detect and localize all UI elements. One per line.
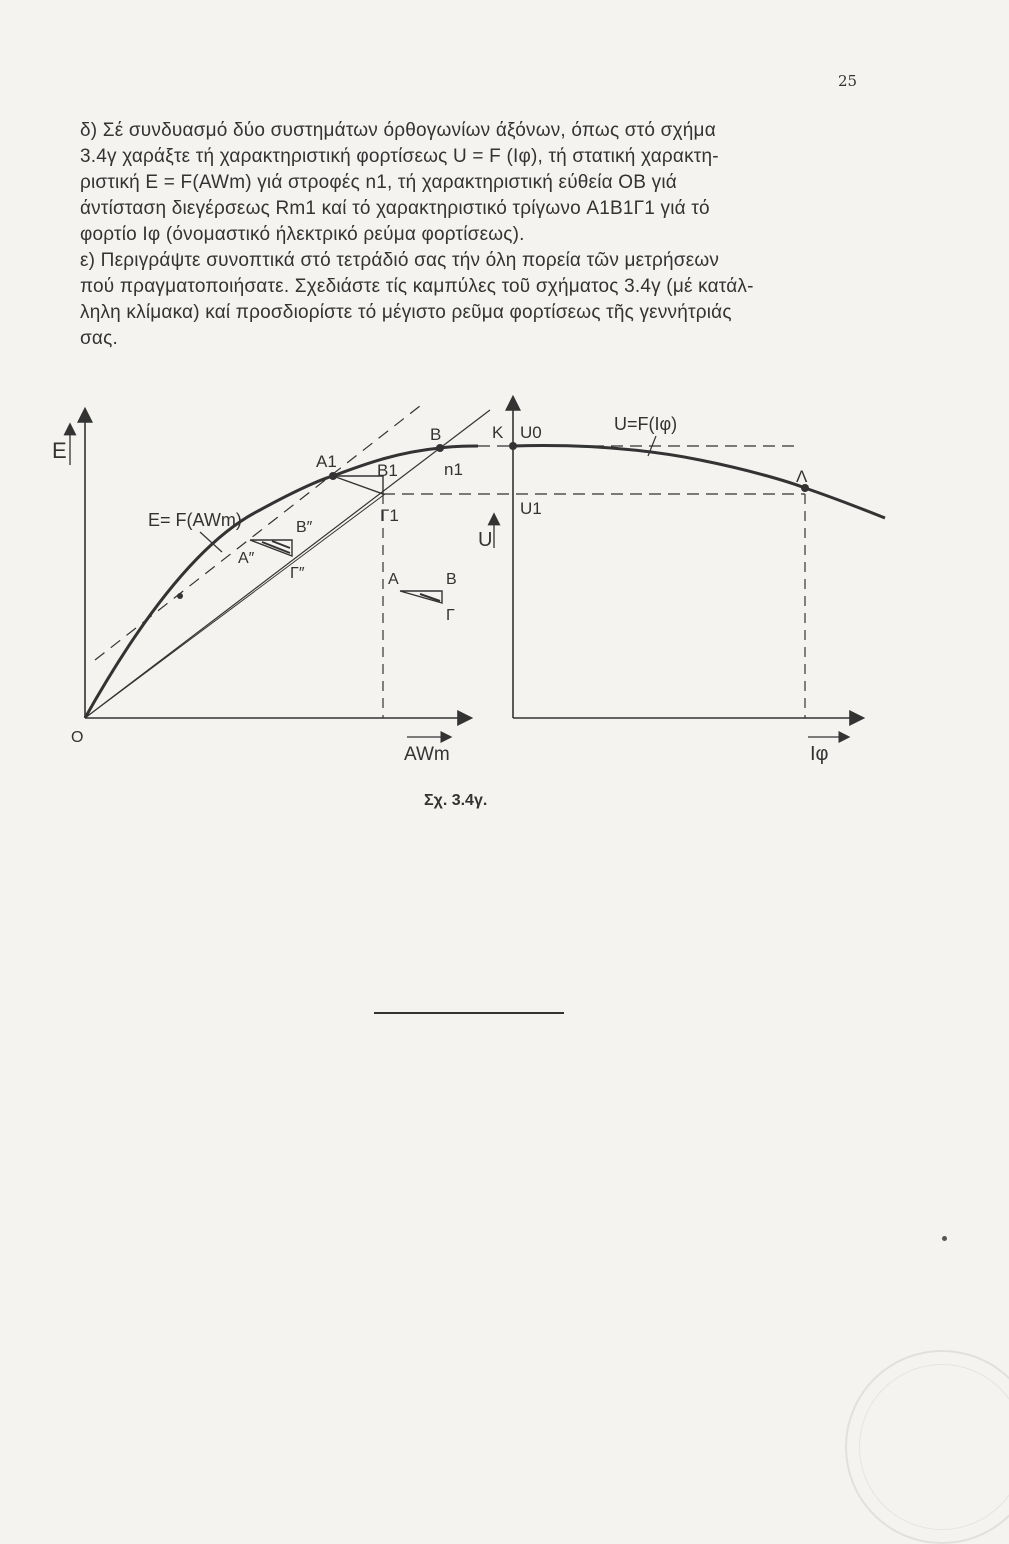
label-B2: B″: [296, 519, 313, 536]
label-A1: A1: [316, 452, 337, 471]
label-G2: Γ″: [290, 565, 305, 582]
triangle-A2B2G2: [250, 540, 292, 556]
library-stamp-inner: [859, 1364, 1009, 1530]
left-x-axis-label: AWm: [404, 744, 450, 765]
curve-label-E: E= F(AWm): [148, 510, 242, 530]
text-line: ληλη κλίμακα) καί προσδιορίστε τό μέγιστο ρεῦμα φορτίσεως τῆς γεννήτριάς: [80, 302, 732, 323]
text-line: φορτίο Iφ (όνομαστικό ήλεκτρικό ρεύμα φορτίσεως).: [80, 224, 525, 245]
text-line: σας.: [80, 328, 118, 349]
text-line: 3.4γ χαράξτε τή χαρακτηριστική φορτίσεως U = F (Iφ), τή στατική χαρακτη-: [80, 146, 719, 167]
text-line: ριστική E = F(AWm) γιά στροφές n1, τή χαρακτηριστική εύθεία OB γιά: [80, 172, 677, 193]
field-resistance-line-OB: [85, 410, 493, 718]
triangle-A1B1G1: [333, 476, 383, 494]
ref-label-B: B: [446, 571, 457, 588]
ref-label-G: Γ: [446, 607, 455, 624]
point-K: [509, 442, 517, 450]
label-G1: Γ1: [380, 506, 399, 525]
magnetization-curve: [85, 446, 478, 718]
point-n1: [436, 444, 444, 452]
label-n1: n1: [444, 460, 463, 479]
curve-label-pointer: [200, 532, 222, 552]
label-K: K: [492, 423, 504, 442]
load-characteristic-curve: [513, 446, 885, 518]
figure-caption: Σχ. 3.4γ.: [424, 792, 488, 809]
dashed-tangent-line: [95, 402, 425, 660]
label-U1: U1: [520, 499, 542, 518]
ink-speck: [942, 1236, 947, 1241]
hatch-line: [262, 542, 290, 553]
label-U0: U0: [520, 423, 542, 442]
label-B: B: [430, 425, 442, 444]
text-line: πού πραγματοποιήσατε. Σχεδιάστε τίς καμπύλες τοῦ σχήματος 3.4γ (μέ κατάλ-: [80, 276, 754, 297]
section-divider: [374, 1012, 564, 1014]
label-B1: B1: [377, 461, 398, 480]
point-A1: [329, 472, 337, 480]
text-line: άντίσταση διεγέρσεως Rm1 καί τό χαρακτηριστικό τρίγωνο A1B1Γ1 γιά τό: [80, 198, 710, 219]
text-line: ε) Περιγράψτε συνοπτικά στό τετράδιό σας τήν όλη πορεία τῶν μετρήσεων: [80, 250, 720, 271]
label-L: Λ: [796, 467, 808, 486]
left-y-axis-label: E: [52, 438, 67, 463]
text-line: δ) Σέ συνδυασμό δύο συστημάτων όρθογωνίων άξόνων, όπως στό σχήμα: [80, 120, 716, 141]
curve-label-U: U=F(Iφ): [614, 414, 678, 434]
label-A2: A″: [238, 550, 255, 567]
reference-triangle: [400, 591, 442, 603]
point-tangent: [177, 593, 183, 599]
right-y-axis-label: U: [478, 529, 493, 551]
page-number: 25: [838, 72, 858, 90]
ref-label-A: A: [388, 571, 399, 588]
origin-label: O: [71, 729, 84, 746]
right-x-axis-label: Iφ: [810, 743, 829, 765]
